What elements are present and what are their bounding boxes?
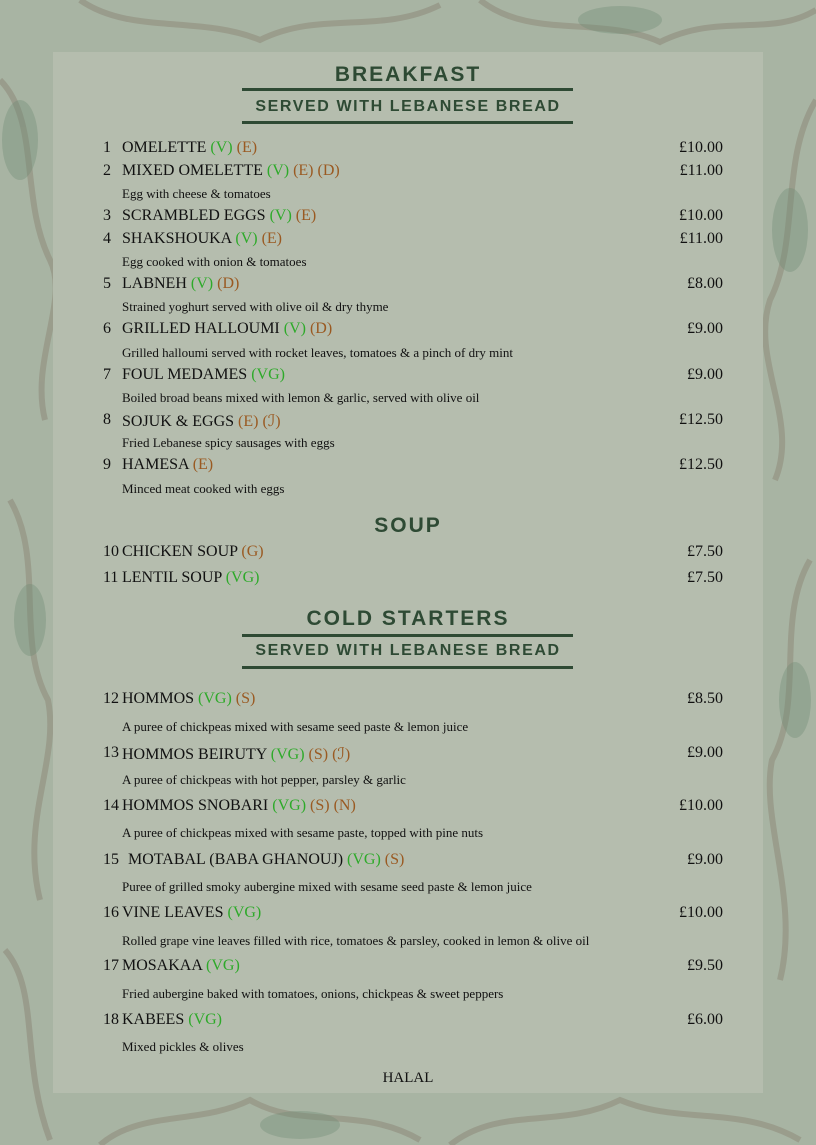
item-name — [122, 690, 255, 708]
dietary-tag: (V) — [269, 207, 292, 224]
item-name — [122, 797, 356, 815]
dietary-tag: (VG) — [198, 690, 232, 707]
section-title-cold-starters: COLD STARTERS — [306, 607, 510, 630]
item-description: Fried Lebanese spicy sausages with eggs — [122, 435, 335, 450]
dietary-tag: (V) — [266, 162, 290, 179]
item-name — [122, 366, 285, 384]
item-price: £6.00 — [687, 1011, 723, 1028]
menu-item — [103, 320, 723, 342]
item-price: £7.50 — [687, 543, 723, 560]
item-number: 8 — [103, 411, 111, 428]
divider — [242, 666, 573, 669]
menu-item — [103, 411, 723, 433]
item-name — [122, 162, 340, 180]
item-description: Egg cooked with onion & tomatoes — [122, 254, 307, 269]
section-title-breakfast: BREAKFAST — [334, 63, 482, 86]
item-number: 9 — [103, 456, 111, 473]
menu-item — [103, 1011, 723, 1033]
item-name-label: HOMMOS SNOBARI — [122, 797, 269, 814]
item-price: £9.00 — [687, 744, 723, 761]
item-price: £9.00 — [687, 366, 723, 383]
menu-item — [103, 851, 723, 873]
item-name-label: SHAKSHOUKA — [122, 230, 232, 247]
item-price: £10.00 — [679, 207, 723, 224]
item-description: Puree of grilled smoky aubergine mixed with sesame seed paste & lemon juice — [122, 879, 532, 894]
dietary-tag: (VG) — [225, 569, 260, 586]
item-description: Minced meat cooked with eggs — [122, 481, 285, 496]
item-name — [122, 139, 257, 157]
dietary-tag: (V) — [283, 320, 306, 337]
item-name — [122, 904, 261, 922]
divider — [242, 634, 573, 637]
menu-item — [103, 207, 723, 229]
item-name-label: SOJUK & EGGS — [122, 413, 235, 430]
item-name-label: LENTIL SOUP — [122, 569, 222, 586]
menu-item — [103, 690, 723, 712]
divider — [242, 88, 573, 91]
item-name — [122, 456, 213, 474]
menu-item — [103, 569, 723, 591]
item-name-label: CHICKEN SOUP — [122, 543, 238, 560]
dietary-tag: (E) — [238, 413, 259, 430]
item-name — [122, 230, 282, 248]
dietary-tag: (VG) — [227, 904, 262, 921]
item-number: 18 — [103, 1011, 119, 1028]
item-number: 2 — [103, 162, 111, 179]
menu-item — [103, 744, 723, 766]
dietary-tag: (V) — [190, 275, 214, 292]
item-description: Boiled broad beans mixed with lemon & garlic, served with olive oil — [122, 390, 480, 405]
menu-item — [103, 904, 723, 926]
item-number: 4 — [103, 230, 111, 247]
item-name — [122, 957, 240, 975]
item-name-label: LABNEH — [122, 275, 187, 292]
dietary-tag: (N) — [333, 797, 356, 814]
dietary-tag: (S) — [310, 797, 330, 814]
dietary-tag: (VG) — [347, 851, 381, 868]
item-name-label: KABEES — [122, 1011, 185, 1028]
item-number: 13 — [103, 744, 119, 761]
menu-item — [103, 366, 723, 388]
item-name-label: SCRAMBLED EGGS — [122, 207, 266, 224]
item-description: A puree of chickpeas mixed with sesame seed paste & lemon juice — [122, 719, 469, 734]
item-price: £9.50 — [687, 957, 723, 974]
item-name-label: HOMMOS BEIRUTY — [122, 746, 267, 763]
item-name-label: MOTABAL (BABA GHANOUJ) — [128, 851, 344, 868]
dietary-tag: (VG) — [270, 746, 305, 763]
item-description: Mixed pickles & olives — [122, 1039, 244, 1054]
dietary-tag: (ℐ) — [332, 746, 351, 763]
dietary-tag: (VG) — [251, 366, 285, 383]
item-name-label: HAMESA — [122, 456, 189, 473]
section-subtitle-breakfast: SERVED WITH LEBANESE BREAD — [255, 98, 561, 115]
item-name-label: VINE LEAVES — [122, 904, 224, 921]
menu-item — [103, 139, 723, 161]
menu-item — [103, 162, 723, 184]
item-price: £11.00 — [679, 230, 723, 247]
menu-item — [103, 275, 723, 297]
dietary-tag: (V) — [235, 230, 258, 247]
item-price: £9.00 — [687, 320, 723, 337]
menu-item — [103, 957, 723, 979]
item-name-label: HOMMOS — [122, 690, 195, 707]
menu-item — [103, 543, 723, 565]
item-number: 12 — [103, 690, 119, 707]
item-description: Strained yoghurt served with olive oil & dry thyme — [122, 299, 389, 314]
dietary-tag: (D) — [317, 162, 340, 179]
dietary-tag: (G) — [241, 543, 264, 560]
item-name — [122, 569, 259, 587]
item-name — [122, 543, 264, 561]
item-number: 3 — [103, 207, 111, 224]
item-name-label: MOSAKAA — [122, 957, 203, 974]
item-name — [122, 744, 350, 764]
dietary-tag: (V) — [210, 139, 233, 156]
item-number: 15 — [103, 851, 119, 868]
item-name — [122, 411, 281, 431]
item-name — [128, 851, 404, 869]
item-name — [122, 207, 316, 225]
item-description: Grilled halloumi served with rocket leaves, tomatoes & a pinch of dry mint — [122, 345, 513, 360]
item-price: £8.50 — [687, 690, 723, 707]
item-description: A puree of chickpeas mixed with sesame paste, topped with pine nuts — [122, 825, 484, 840]
item-price: £10.00 — [679, 904, 723, 921]
item-number: 7 — [103, 366, 111, 383]
section-subtitle-cold-starters: SERVED WITH LEBANESE BREAD — [255, 642, 561, 659]
item-price: £10.00 — [679, 139, 723, 156]
dietary-tag: (D) — [309, 320, 333, 337]
item-price: £8.00 — [687, 275, 723, 292]
item-number: 1 — [103, 139, 111, 156]
item-name-label: MIXED OMELETTE — [122, 162, 263, 179]
item-name-label: OMELETTE — [122, 139, 207, 156]
item-price: £10.00 — [679, 797, 723, 814]
divider — [242, 121, 573, 124]
item-description: A puree of chickpeas with hot pepper, parsley & garlic — [122, 772, 406, 787]
dietary-tag: (E) — [261, 230, 283, 247]
item-number: 11 — [103, 569, 119, 586]
dietary-tag: (VG) — [206, 957, 240, 974]
menu-item — [103, 456, 723, 478]
dietary-tag: (E) — [192, 456, 214, 473]
halal-note: HALAL — [382, 1070, 434, 1086]
item-price: £9.00 — [687, 851, 723, 868]
item-number: 14 — [103, 797, 119, 814]
dietary-tag: (E) — [293, 162, 314, 179]
dietary-tag: (VG) — [188, 1011, 222, 1028]
item-description: Rolled grape vine leaves filled with rice, tomatoes & parsley, cooked in lemon & olive oil — [122, 933, 590, 948]
item-price: £12.50 — [679, 456, 723, 473]
dietary-tag: (VG) — [272, 797, 307, 814]
dietary-tag: (S) — [384, 851, 405, 868]
item-name-label: FOUL MEDAMES — [122, 366, 248, 383]
item-number: 10 — [103, 543, 119, 560]
dietary-tag: (S) — [308, 746, 329, 763]
item-number: 6 — [103, 320, 111, 337]
item-price: £12.50 — [679, 411, 723, 428]
dietary-tag: (D) — [217, 275, 240, 292]
item-name — [122, 275, 239, 293]
item-name — [122, 1011, 222, 1029]
dietary-tag: (S) — [235, 690, 256, 707]
item-number: 16 — [103, 904, 119, 921]
item-description: Fried aubergine baked with tomatoes, onions, chickpeas & sweet peppers — [122, 986, 504, 1001]
item-price: £7.50 — [687, 569, 723, 586]
dietary-tag: (ℐ) — [262, 413, 281, 430]
item-description: Egg with cheese & tomatoes — [122, 186, 271, 201]
dietary-tag: (E) — [295, 207, 317, 224]
dietary-tag: (E) — [236, 139, 258, 156]
item-number: 5 — [103, 275, 111, 292]
menu-item — [103, 230, 723, 252]
menu-item — [103, 797, 723, 819]
item-number: 17 — [103, 957, 119, 974]
item-name — [122, 320, 332, 338]
item-price: £11.00 — [679, 162, 723, 179]
section-title-soup: SOUP — [374, 514, 442, 537]
item-name-label: GRILLED HALLOUMI — [122, 320, 280, 337]
